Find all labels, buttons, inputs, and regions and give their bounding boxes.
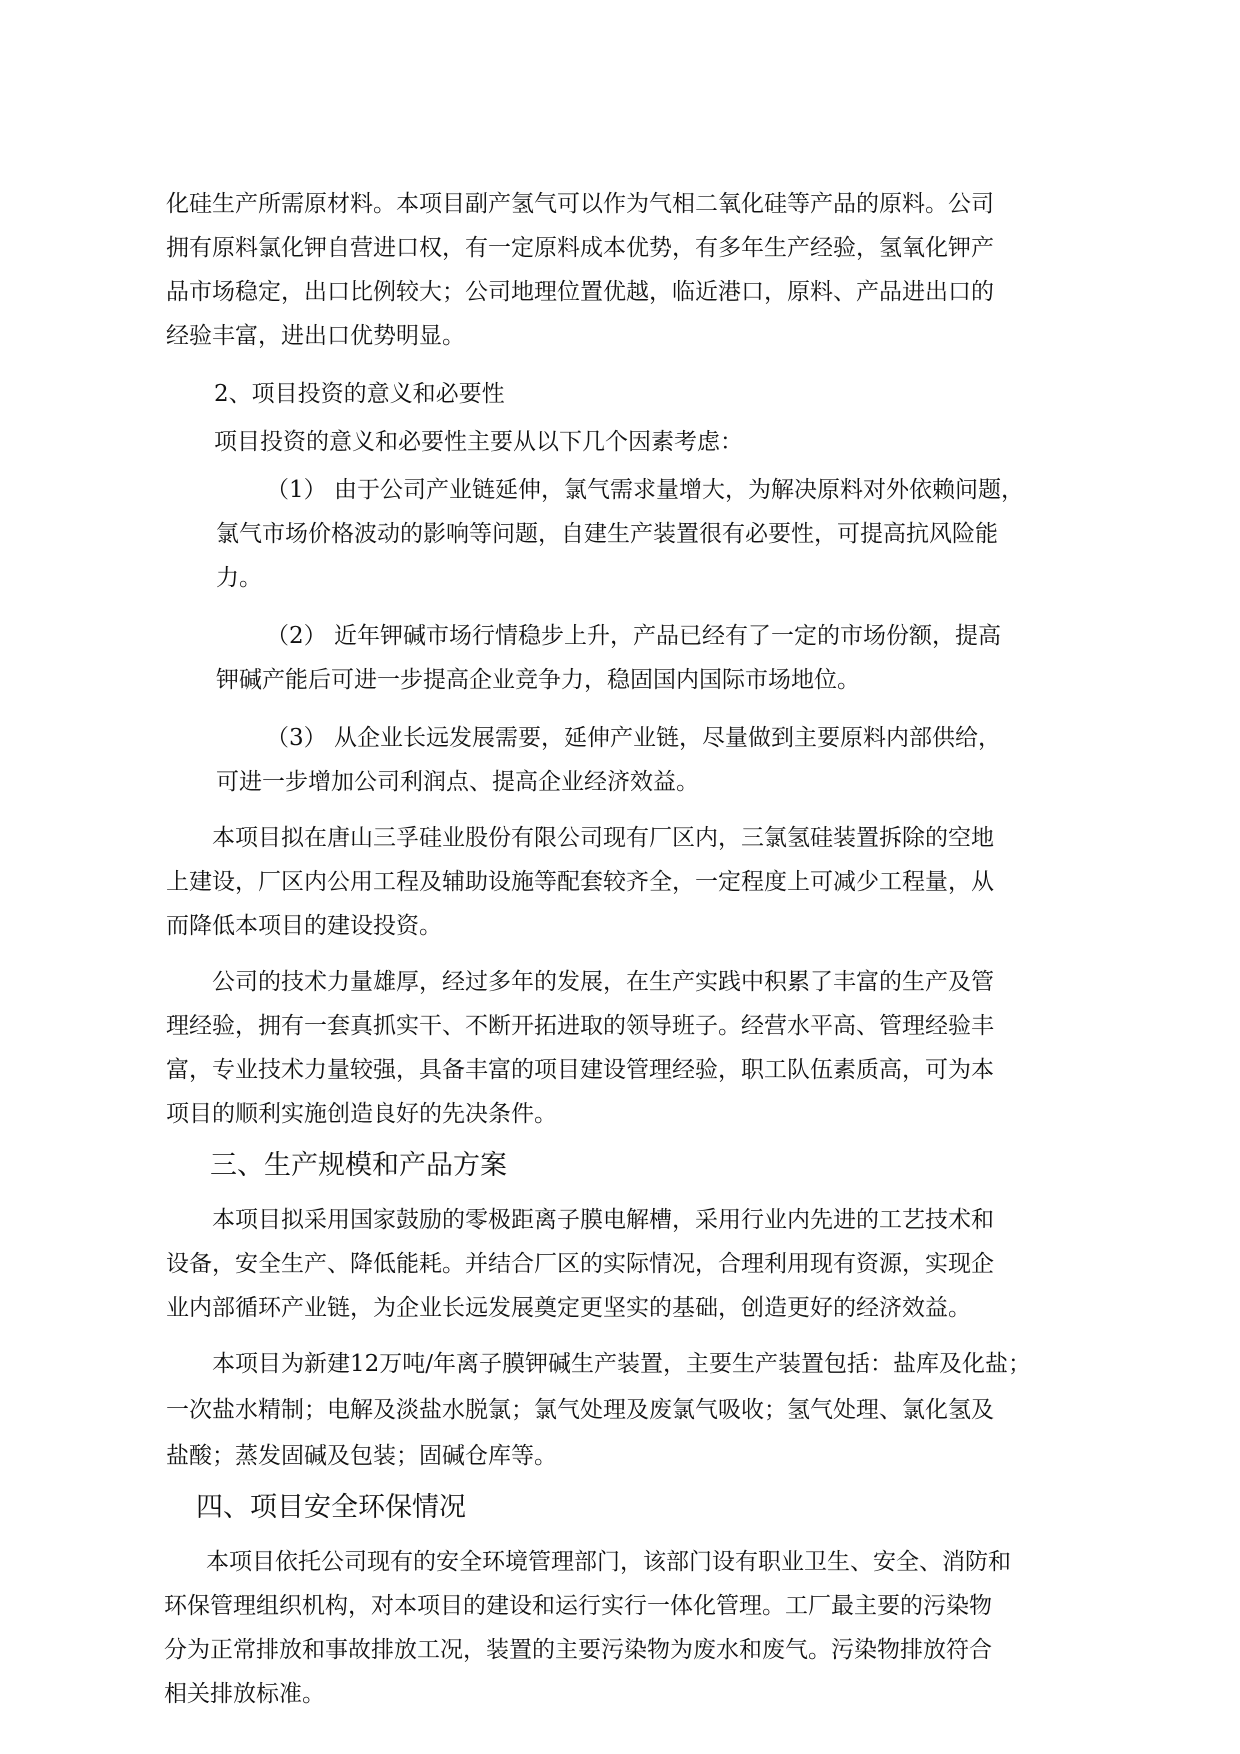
paragraph-line: 相关排放标准。 [164,1681,325,1707]
paragraph-line: 业内部循环产业链，为企业长远发展奠定更坚实的基础，创造更好的经济效益。 [166,1295,971,1321]
list-item-line: 力。 [216,565,262,591]
paragraph-line: 本项目拟在唐山三孚硅业股份有限公司现有厂区内，三氯氢硅装置拆除的空地 [212,825,994,851]
paragraph-line: 项目的顺利实施创造良好的先决条件。 [166,1101,557,1127]
paragraph-line: 化硅生产所需原材料。本项目副产氢气可以作为气相二氧化硅等产品的原料。公司 [166,191,994,217]
paragraph-line: 盐酸；蒸发固碱及包装；固碱仓库等。 [166,1443,557,1469]
list-item-line: 氯气市场价格波动的影响等问题，自建生产装置很有必要性，可提高抗风险能 [216,521,998,547]
paragraph-line: 公司的技术力量雄厚，经过多年的发展，在生产实践中积累了丰富的生产及管 [212,969,994,995]
paragraph-line: 品市场稳定，出口比例较大；公司地理位置优越，临近港口，原料、产品进出口的 [166,279,994,305]
section-subheading: 2、项目投资的意义和必要性 [214,381,505,407]
paragraph-line: 一次盐水精制；电解及淡盐水脱氯；氯气处理及废氯气吸收；氢气处理、氯化氢及 [166,1397,994,1423]
paragraph-line: 上建设，厂区内公用工程及辅助设施等配套较齐全，一定程度上可减少工程量，从 [166,869,994,895]
paragraph-line: 而降低本项目的建设投资。 [166,913,442,939]
paragraph-line: 本项目为新建12万吨/年离子膜钾碱生产装置，主要生产装置包括：盐库及化盐； [212,1351,1032,1377]
section-heading: 三、生产规模和产品方案 [210,1150,507,1181]
paragraph-line: 项目投资的意义和必要性主要从以下几个因素考虑： [214,429,743,455]
paragraph-line: 分为正常排放和事故排放工况，装置的主要污染物为废水和废气。污染物排放符合 [164,1637,992,1663]
list-item-line: （2） 近年钾碱市场行情稳步上升，产品已经有了一定的市场份额，提高 [266,623,1001,649]
paragraph-line: 富，专业技术力量较强，具备丰富的项目建设管理经验，职工队伍素质高，可为本 [166,1057,994,1083]
paragraph-line: 设备，安全生产、降低能耗。并结合厂区的实际情况，合理利用现有资源，实现企 [166,1251,994,1277]
paragraph-line: 环保管理组织机构，对本项目的建设和运行实行一体化管理。工厂最主要的污染物 [164,1593,992,1619]
paragraph-line: 理经验，拥有一套真抓实干、不断开拓进取的领导班子。经营水平高、管理经验丰 [166,1013,994,1039]
paragraph-line: 拥有原料氯化钾自营进口权，有一定原料成本优势，有多年生产经验，氢氧化钾产 [166,235,994,261]
list-item-line: 钾碱产能后可进一步提高企业竞争力，稳固国内国际市场地位。 [216,667,860,693]
paragraph-line: 本项目拟采用国家鼓励的零极距离子膜电解槽，采用行业内先进的工艺技术和 [212,1207,994,1233]
paragraph-line: 本项目依托公司现有的安全环境管理部门，该部门设有职业卫生、安全、消防和 [206,1549,1011,1575]
paragraph-line: 经验丰富，进出口优势明显。 [166,323,465,349]
list-item-line: （3） 从企业长远发展需要，延伸产业链，尽量做到主要原料内部供给， [266,725,1001,751]
list-item-line: （1） 由于公司产业链延伸，氯气需求量增大，为解决原料对外依赖问题， [266,477,1024,503]
list-item-line: 可进一步增加公司利润点、提高企业经济效益。 [216,769,699,795]
section-heading: 四、项目安全环保情况 [196,1492,466,1523]
